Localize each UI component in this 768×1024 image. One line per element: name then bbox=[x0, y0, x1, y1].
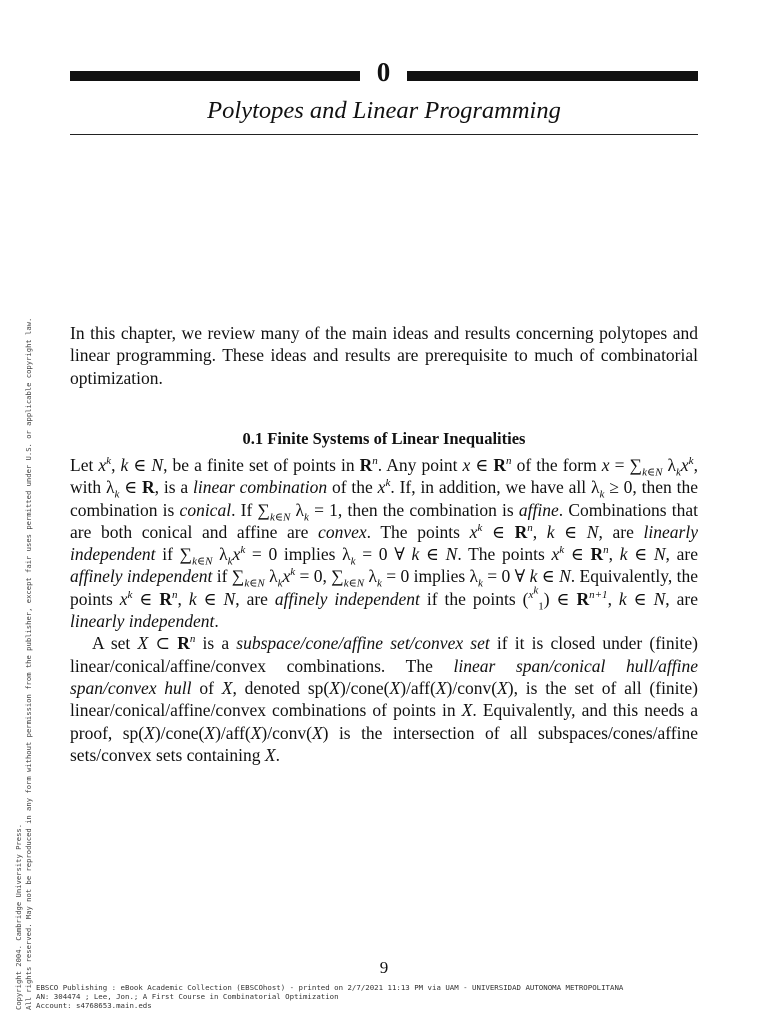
copyright-line-2: All rights reserved. May not be reproduced in any form without permission from the publisher, except fair uses permitted under U.S. or applicable copyright law. bbox=[24, 317, 33, 1010]
page-number: 9 bbox=[379, 958, 389, 977]
footer-line-1: EBSCO Publishing : eBook Academic Collection (EBSCOhost) - printed on 2/7/2021 11:13 PM via UAM - UNIVERSIDAD AUTONOMA METROPOLITANA bbox=[36, 983, 624, 992]
section-body bbox=[70, 454, 698, 766]
footer-line-2: AN: 304474 ; Lee, Jon.; A First Course in Combinatorial Optimization bbox=[36, 992, 339, 1001]
chapter-rule-left bbox=[70, 71, 360, 81]
copyright-line-1: Copyright 2004. Cambridge University Press. bbox=[14, 823, 23, 1010]
definitions-paragraph: Let $x^k$, k ∈ N, be a finite set of points in $R^n$. Any point x ∈ $R^n$ of the form $x = \sum_{k\in N}$ $\lambda_kx^k$, with $\lambda_k$ ∈ R, is a linear combination of the $x^k$. If, in addition, we have all $\lambda_k \ge 0$, then the combination is conical. If $\sum_{k\in N}$ $\lambda_k = 1$, then the combination is affine. Combinations that are both conical and affine are convex. The points $x^k$ ∈ $R^n$, k ∈ N, are linearly independent if $\sum_{k\in N}$ $\lambda_kx^k = 0$ implies $\lambda_k = 0$ ∀ k ∈ N. The points $x^k$ ∈ $R^n$, k ∈ N, are affinely independent if $\sum_{k\in N}$ $\lambda_kx^k = 0$, $\sum_{k\in N}$ $\lambda_k = 0$ implies $\lambda_k = 0$ ∀ k ∈ N. Equivalently, the points $x^k$ ∈ $R^n$, k ∈ N, are affinely independent if the points ($^{x^k}_1$) ∈ $R^{n+1}$, k ∈ N, are linearly independent. bbox=[70, 455, 699, 632]
title-rule bbox=[70, 134, 698, 135]
chapter-rule-right bbox=[407, 71, 698, 81]
side-copyright-notice bbox=[0, 0, 40, 1024]
chapter-number: 0 bbox=[376, 57, 391, 87]
section-heading: 0.1 Finite Systems of Linear Inequalities bbox=[242, 429, 526, 448]
chapter-header bbox=[70, 57, 698, 87]
span-hull-paragraph: A set X ⊂ $R^n$ is a subspace/cone/affine set/convex set if it is closed under (finite) linear/conical/affine/convex combinations. The linear span/conical hull/affine span/convex hull of X, denoted sp(X)/cone(X)/aff(X)/conv(X), is the set of all (finite) linear/conical/affine/convex combinations of points in X. Equivalently, and this needs a proof, sp(X)/cone(X)/aff(X)/conv(X) is the intersection of all subspaces/cones/affine sets/convex sets containing X. bbox=[70, 633, 699, 765]
footer-line-3: Account: s4768653.main.eds bbox=[36, 1001, 152, 1010]
intro-paragraph: In this chapter, we review many of the main ideas and results concerning polytopes and linear programming. These ideas and results are prerequisite to much of combinatorial optimization. bbox=[70, 323, 698, 388]
chapter-title: Polytopes and Linear Programming bbox=[207, 97, 561, 124]
print-footer bbox=[36, 983, 760, 1010]
